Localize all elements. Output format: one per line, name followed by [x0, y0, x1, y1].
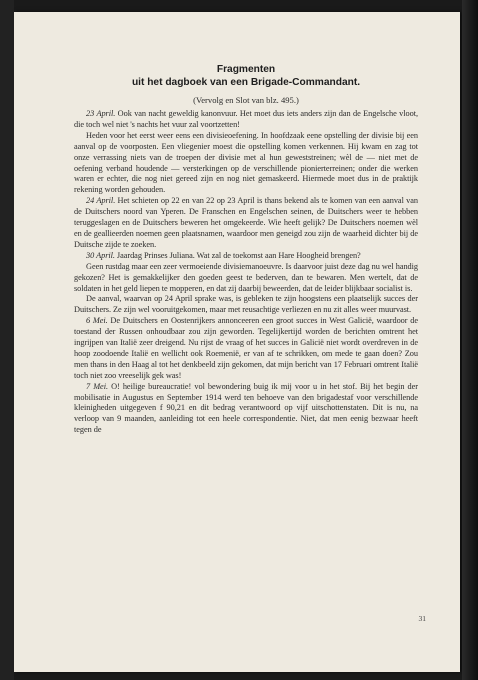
- paragraph: [74, 131, 418, 196]
- entry-text: Heden voor het eerst weer eens een divisieoefening. In hoofdzaak eene opstelling der divisie bij een aanval op de voorposten. Een vliegenier moest die opstelling komen verkennen. Hij kwam en zag tot onze verrassing niets van de troepen der divisie met al hun geweststreinen; wèl de — niet met de oefening verband houdende — versterkingen op de verschillende pionierterreinen; onder die werken waren er echter, die nog niet gereed zijn en nog niet gemaskeerd. Hiermede moet dus in de praktijk rekening worden gehouden.: [74, 130, 418, 195]
- title-line-1: Fragmenten: [216, 64, 276, 75]
- entry-text: O! heilige bureaucratie! vol bewondering buig ik mij voor u in het stof. Bij het begin der mobilisatie in Augustus en September 1914 werd ten behoeve van den brigadestaf voor verschillende kleinigheden uitgegeven f 90,21 en dit bedrag verantwoord op vijf uitschottenstaten. Dit is nu, na verloop van 9 maanden, aanleiding tot een heele correspondentie. Niet, dat men eenig bezwaar heeft tegen de: [74, 381, 418, 435]
- article-subtitle: (Vervolg en Slot van blz. 495.): [193, 95, 299, 105]
- paragraph: [74, 196, 418, 251]
- entry-text: De aanval, waarvan op 24 April sprake was, is gebleken te zijn hoogstens een plaatselijk succes der Duitschers. Ze zijn wel vooruitgekomen, maar met reusachtige verliezen en nu zit alles weer muurvast.: [74, 294, 418, 315]
- paragraph: [74, 294, 418, 316]
- entry-date: 6 Mei.: [86, 316, 108, 326]
- entry-text: Het schieten op 22 en van 22 op 23 April is thans bekend als te komen van een aanval van de Duitschers noord van Yperen. De Franschen en Engelschen seinen, de Duitschers weer te hebben teruggeslagen en de Duitschers beweren het omgekeerde. Wie heeft gelijk? De Duitschers noemen wèl en de geallieerden noemen geen plaatsnamen, waardoor men geneigd zou zijn de waarheid dichter bij de Duitsche zijde te zoeken.: [74, 196, 418, 249]
- title-line-2: uit het dagboek van een Brigade-Commandant.: [131, 77, 361, 88]
- entry-date: 23 April.: [86, 109, 116, 118]
- paragraph: [74, 382, 418, 437]
- page-number: 31: [418, 614, 426, 623]
- entry-date: 24 April.: [86, 196, 116, 206]
- entry-date: 7 Mei.: [86, 381, 108, 391]
- paragraph: [74, 109, 418, 131]
- paragraph: [74, 251, 418, 262]
- article: [74, 63, 418, 436]
- article-body: [74, 109, 418, 436]
- entry-text: Ook van nacht geweldig kanonvuur. Het moet dus iets anders zijn dan de Engelsche vloot, die toch wel niet 's nachts het vuur zal voortzetten!: [74, 109, 418, 129]
- entry-text: Geen rustdag maar een zeer vermoeiende divisiemanoeuvre. Is daarvoor juist deze dag nu wel handig gekozen? Het is gemakkelijker den goeden geest te bederven, dan te bewaren. Men wertelt, dat de soldaten in het geld liepen te mopperen, en dat zij daarbij beweerden, dat de leider blijkbaar socialist is.: [74, 261, 418, 293]
- paragraph: [74, 262, 418, 295]
- left-edge: [0, 0, 14, 680]
- entry-date: 30 April.: [86, 250, 115, 260]
- article-title: [74, 63, 418, 89]
- book-spine: [462, 0, 478, 680]
- paragraph: [74, 316, 418, 381]
- entry-text: De Duitschers en Oostenrijkers annonceeren een groot succes in West Galicië, waardoor de toestand der Russen onhoudbaar zou zijn geworden. Tegelijkertijd worden de berichten omtrent het ingrijpen van Italië zeer dreigend. Nu rijst de vraag of het succes in Galicië niet wordt overdreven in de hoop zoodoende Italië en wellicht ook Roemenië, er van af te schrikken, om mede te gaan doen? Zou men thans in den Haag al tot het denkbeeld zijn gekomen, dat mijn bericht van 17 Februari omtrent Italië toch niet zoo vreeselijk gek was!: [74, 316, 418, 380]
- entry-text: Jaardag Prinses Juliana. Wat zal de toekomst aan Hare Hoogheid brengen?: [114, 250, 361, 260]
